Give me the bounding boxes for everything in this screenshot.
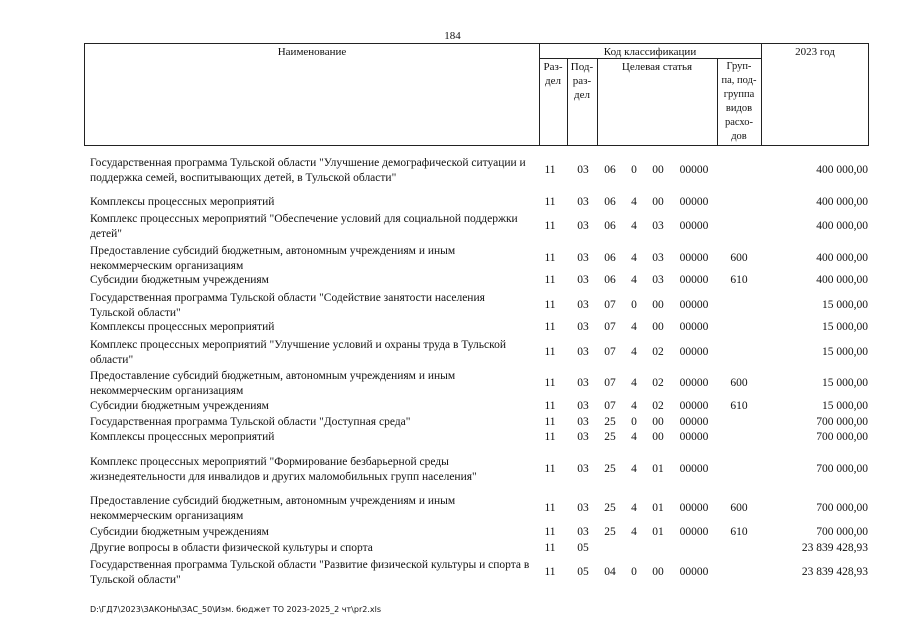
header-target: Целевая статья (621, 61, 693, 73)
table-row (0, 212, 905, 242)
row-code-r: 11 (544, 252, 556, 264)
row-code-r: 11 (544, 463, 556, 475)
row-code-c3: 00 (652, 566, 664, 578)
table-row (0, 558, 905, 588)
row-name: Предоставление субсидий бюджетным, автономным учреждениям и иным некоммерческим организациям (90, 245, 456, 272)
row-code-c1: 06 (604, 195, 616, 208)
row-code-r: 11 (544, 164, 556, 176)
table-row (0, 244, 905, 274)
row-code-c3: 01 (652, 463, 664, 475)
row-name: Комплексы процессных мероприятий (90, 196, 275, 208)
row-amount: 23 839 428,93 (801, 541, 868, 554)
row-code-c3: 03 (652, 220, 664, 232)
row-code-pr: 03 (577, 525, 589, 538)
row-code-pr: 03 (577, 252, 589, 264)
table-row (0, 338, 905, 368)
row-code-grp: 610 (730, 399, 748, 412)
row-code-c3: 00 (652, 195, 664, 208)
row-code-pr: 03 (577, 195, 589, 208)
row-code-c3: 02 (652, 377, 664, 389)
row-code-c1: 25 (604, 430, 616, 443)
row-code-c4: 00000 (679, 430, 709, 443)
row-code-r: 11 (544, 273, 556, 286)
row-code-r: 11 (544, 541, 556, 554)
row-code-c2: 4 (631, 220, 637, 232)
row-code-r: 11 (544, 320, 556, 333)
row-amount: 700 000,00 (816, 415, 868, 428)
row-code-c3: 00 (652, 430, 664, 443)
row-name: Государственная программа Тульской области "Содействие занятости населения Тульской области" (90, 292, 485, 319)
row-code-pr: 03 (577, 164, 589, 176)
row-amount: 400 000,00 (816, 273, 868, 286)
row-code-c2: 0 (631, 299, 637, 311)
row-code-c4: 00000 (679, 299, 709, 311)
row-code-c1: 07 (604, 377, 616, 389)
row-name: Субсидии бюджетным учреждениям (90, 400, 269, 412)
table-row (0, 273, 905, 288)
row-amount: 700 000,00 (816, 525, 868, 538)
row-amount: 400 000,00 (816, 164, 868, 176)
row-code-c2: 0 (631, 164, 637, 176)
row-code-c4: 00000 (679, 502, 709, 514)
row-code-c1: 25 (604, 415, 616, 428)
row-code-r: 11 (544, 399, 556, 412)
row-code-r: 11 (544, 430, 556, 443)
header-name: Наименование (277, 46, 347, 58)
row-code-c3: 00 (652, 320, 664, 333)
row-code-c2: 4 (631, 463, 637, 475)
row-amount: 15 000,00 (822, 377, 868, 389)
row-code-c4: 00000 (679, 415, 709, 428)
table-row (0, 369, 905, 399)
row-code-c4: 00000 (679, 164, 709, 176)
header-podrazdel: Под- раз- дел (570, 61, 594, 101)
row-code-c2: 4 (631, 377, 637, 389)
row-amount: 15 000,00 (822, 320, 868, 333)
row-code-pr: 03 (577, 399, 589, 412)
row-code-c1: 25 (604, 463, 616, 475)
row-code-c2: 0 (631, 415, 637, 428)
row-code-pr: 05 (577, 566, 589, 578)
row-code-c2: 4 (631, 273, 637, 286)
row-code-c2: 4 (631, 320, 637, 333)
row-name: Государственная программа Тульской области "Улучшение демографической ситуации и поддержка семей, воспитывающих детей, в Тульской области" (90, 157, 526, 184)
row-code-pr: 03 (577, 346, 589, 358)
row-code-pr: 03 (577, 502, 589, 514)
row-code-c2: 4 (631, 399, 637, 412)
row-code-grp: 610 (730, 525, 748, 538)
table-row (0, 291, 905, 321)
row-code-c2: 0 (631, 566, 637, 578)
row-code-grp: 610 (730, 273, 748, 286)
row-code-c1: 04 (604, 566, 616, 578)
page-number: 184 (444, 30, 461, 42)
table-row (0, 399, 905, 414)
row-code-c2: 4 (631, 346, 637, 358)
row-code-pr: 03 (577, 320, 589, 333)
row-code-c4: 00000 (679, 377, 709, 389)
row-code-c1: 06 (604, 220, 616, 232)
header-year: 2023 год (795, 46, 835, 58)
row-name: Комплексы процессных мероприятий (90, 431, 275, 443)
header-divider (761, 44, 762, 145)
row-code-c3: 00 (652, 299, 664, 311)
row-amount: 15 000,00 (822, 346, 868, 358)
row-amount: 400 000,00 (816, 220, 868, 232)
header-group: Груп- па, под- группа видов расхо- дов (721, 61, 757, 142)
row-code-pr: 03 (577, 415, 589, 428)
row-code-r: 11 (544, 299, 556, 311)
row-name: Субсидии бюджетным учреждениям (90, 274, 269, 286)
table-row (0, 430, 905, 445)
row-code-r: 11 (544, 220, 556, 232)
row-amount: 700 000,00 (816, 502, 868, 514)
row-code-c1: 07 (604, 399, 616, 412)
row-code-c1: 06 (604, 273, 616, 286)
row-code-c1: 25 (604, 525, 616, 538)
row-code-c1: 06 (604, 252, 616, 264)
row-name: Комплекс процессных мероприятий "Обеспечение условий для социальной поддержки детей" (90, 213, 518, 240)
row-code-c2: 4 (631, 430, 637, 443)
row-code-c3: 01 (652, 502, 664, 514)
row-code-c3: 03 (652, 252, 664, 264)
row-code-c3: 01 (652, 525, 664, 538)
row-code-r: 11 (544, 502, 556, 514)
row-code-pr: 03 (577, 299, 589, 311)
row-name: Предоставление субсидий бюджетным, автономным учреждениям и иным некоммерческим организациям (90, 370, 456, 397)
row-name: Комплекс процессных мероприятий "Улучшение условий и охраны труда в Тульской области" (90, 339, 507, 366)
row-code-c4: 00000 (679, 273, 709, 286)
table-header (84, 43, 869, 146)
row-code-c4: 00000 (679, 463, 709, 475)
row-code-c4: 00000 (679, 346, 709, 358)
row-code-c1: 07 (604, 346, 616, 358)
row-code-c4: 00000 (679, 320, 709, 333)
table-row (0, 541, 905, 556)
row-code-c1: 06 (604, 164, 616, 176)
row-code-r: 11 (544, 525, 556, 538)
row-code-c2: 4 (631, 195, 637, 208)
row-code-c2: 4 (631, 525, 637, 538)
row-code-c4: 00000 (679, 399, 709, 412)
file-path: D:\ГД7\2023\ЗАКОНЫ\ЗАС_50\Изм. бюджет ТО 2023-2025_2 чт\pr2.xls (90, 605, 381, 614)
row-code-grp: 600 (730, 252, 748, 264)
row-code-c4: 00000 (679, 252, 709, 264)
row-name: Государственная программа Тульской области "Доступная среда" (90, 416, 411, 428)
table-row (0, 195, 905, 210)
row-code-pr: 03 (577, 273, 589, 286)
table-row (0, 455, 905, 485)
row-name: Государственная программа Тульской области "Развитие физической культуры и спорта в Тульской области" (90, 559, 530, 586)
row-amount: 400 000,00 (816, 195, 868, 208)
row-code-c4: 00000 (679, 195, 709, 208)
row-code-c2: 4 (631, 502, 637, 514)
row-amount: 15 000,00 (822, 299, 868, 311)
header-code: Код классификации (603, 46, 697, 58)
header-razdel: Раз- дел (543, 61, 563, 87)
row-code-c1: 25 (604, 502, 616, 514)
row-name: Субсидии бюджетным учреждениям (90, 526, 269, 538)
row-code-r: 11 (544, 195, 556, 208)
table-row (0, 494, 905, 524)
row-code-c1: 07 (604, 320, 616, 333)
row-code-pr: 05 (577, 541, 589, 554)
row-name: Другие вопросы в области физической культуры и спорта (90, 542, 373, 554)
row-code-c3: 03 (652, 273, 664, 286)
row-code-c2: 4 (631, 252, 637, 264)
row-code-r: 11 (544, 566, 556, 578)
row-code-r: 11 (544, 346, 556, 358)
row-code-r: 11 (544, 415, 556, 428)
row-code-pr: 03 (577, 220, 589, 232)
row-code-grp: 600 (730, 377, 748, 389)
row-name: Комплексы процессных мероприятий (90, 321, 275, 333)
row-name: Предоставление субсидий бюджетным, автономным учреждениям и иным некоммерческим организациям (90, 495, 456, 522)
row-code-c4: 00000 (679, 525, 709, 538)
row-amount: 700 000,00 (816, 430, 868, 443)
row-amount: 23 839 428,93 (801, 566, 868, 578)
table-row (0, 320, 905, 335)
row-code-pr: 03 (577, 430, 589, 443)
row-code-c3: 00 (652, 415, 664, 428)
row-amount: 700 000,00 (816, 463, 868, 475)
row-name: Комплекс процессных мероприятий "Формирование безбарьерной среды жизнедеятельности для инвалидов и других маломобильных групп населения" (90, 456, 477, 483)
row-code-c4: 00000 (679, 220, 709, 232)
row-code-c4: 00000 (679, 566, 709, 578)
table-row (0, 415, 905, 430)
row-code-c3: 02 (652, 399, 664, 412)
row-code-c3: 02 (652, 346, 664, 358)
row-code-pr: 03 (577, 377, 589, 389)
row-code-r: 11 (544, 377, 556, 389)
row-code-pr: 03 (577, 463, 589, 475)
table-row (0, 156, 905, 186)
table-row (0, 525, 905, 540)
row-amount: 15 000,00 (822, 399, 868, 412)
row-code-grp: 600 (730, 502, 748, 514)
row-code-c3: 00 (652, 164, 664, 176)
row-code-c1: 07 (604, 299, 616, 311)
row-amount: 400 000,00 (816, 252, 868, 264)
